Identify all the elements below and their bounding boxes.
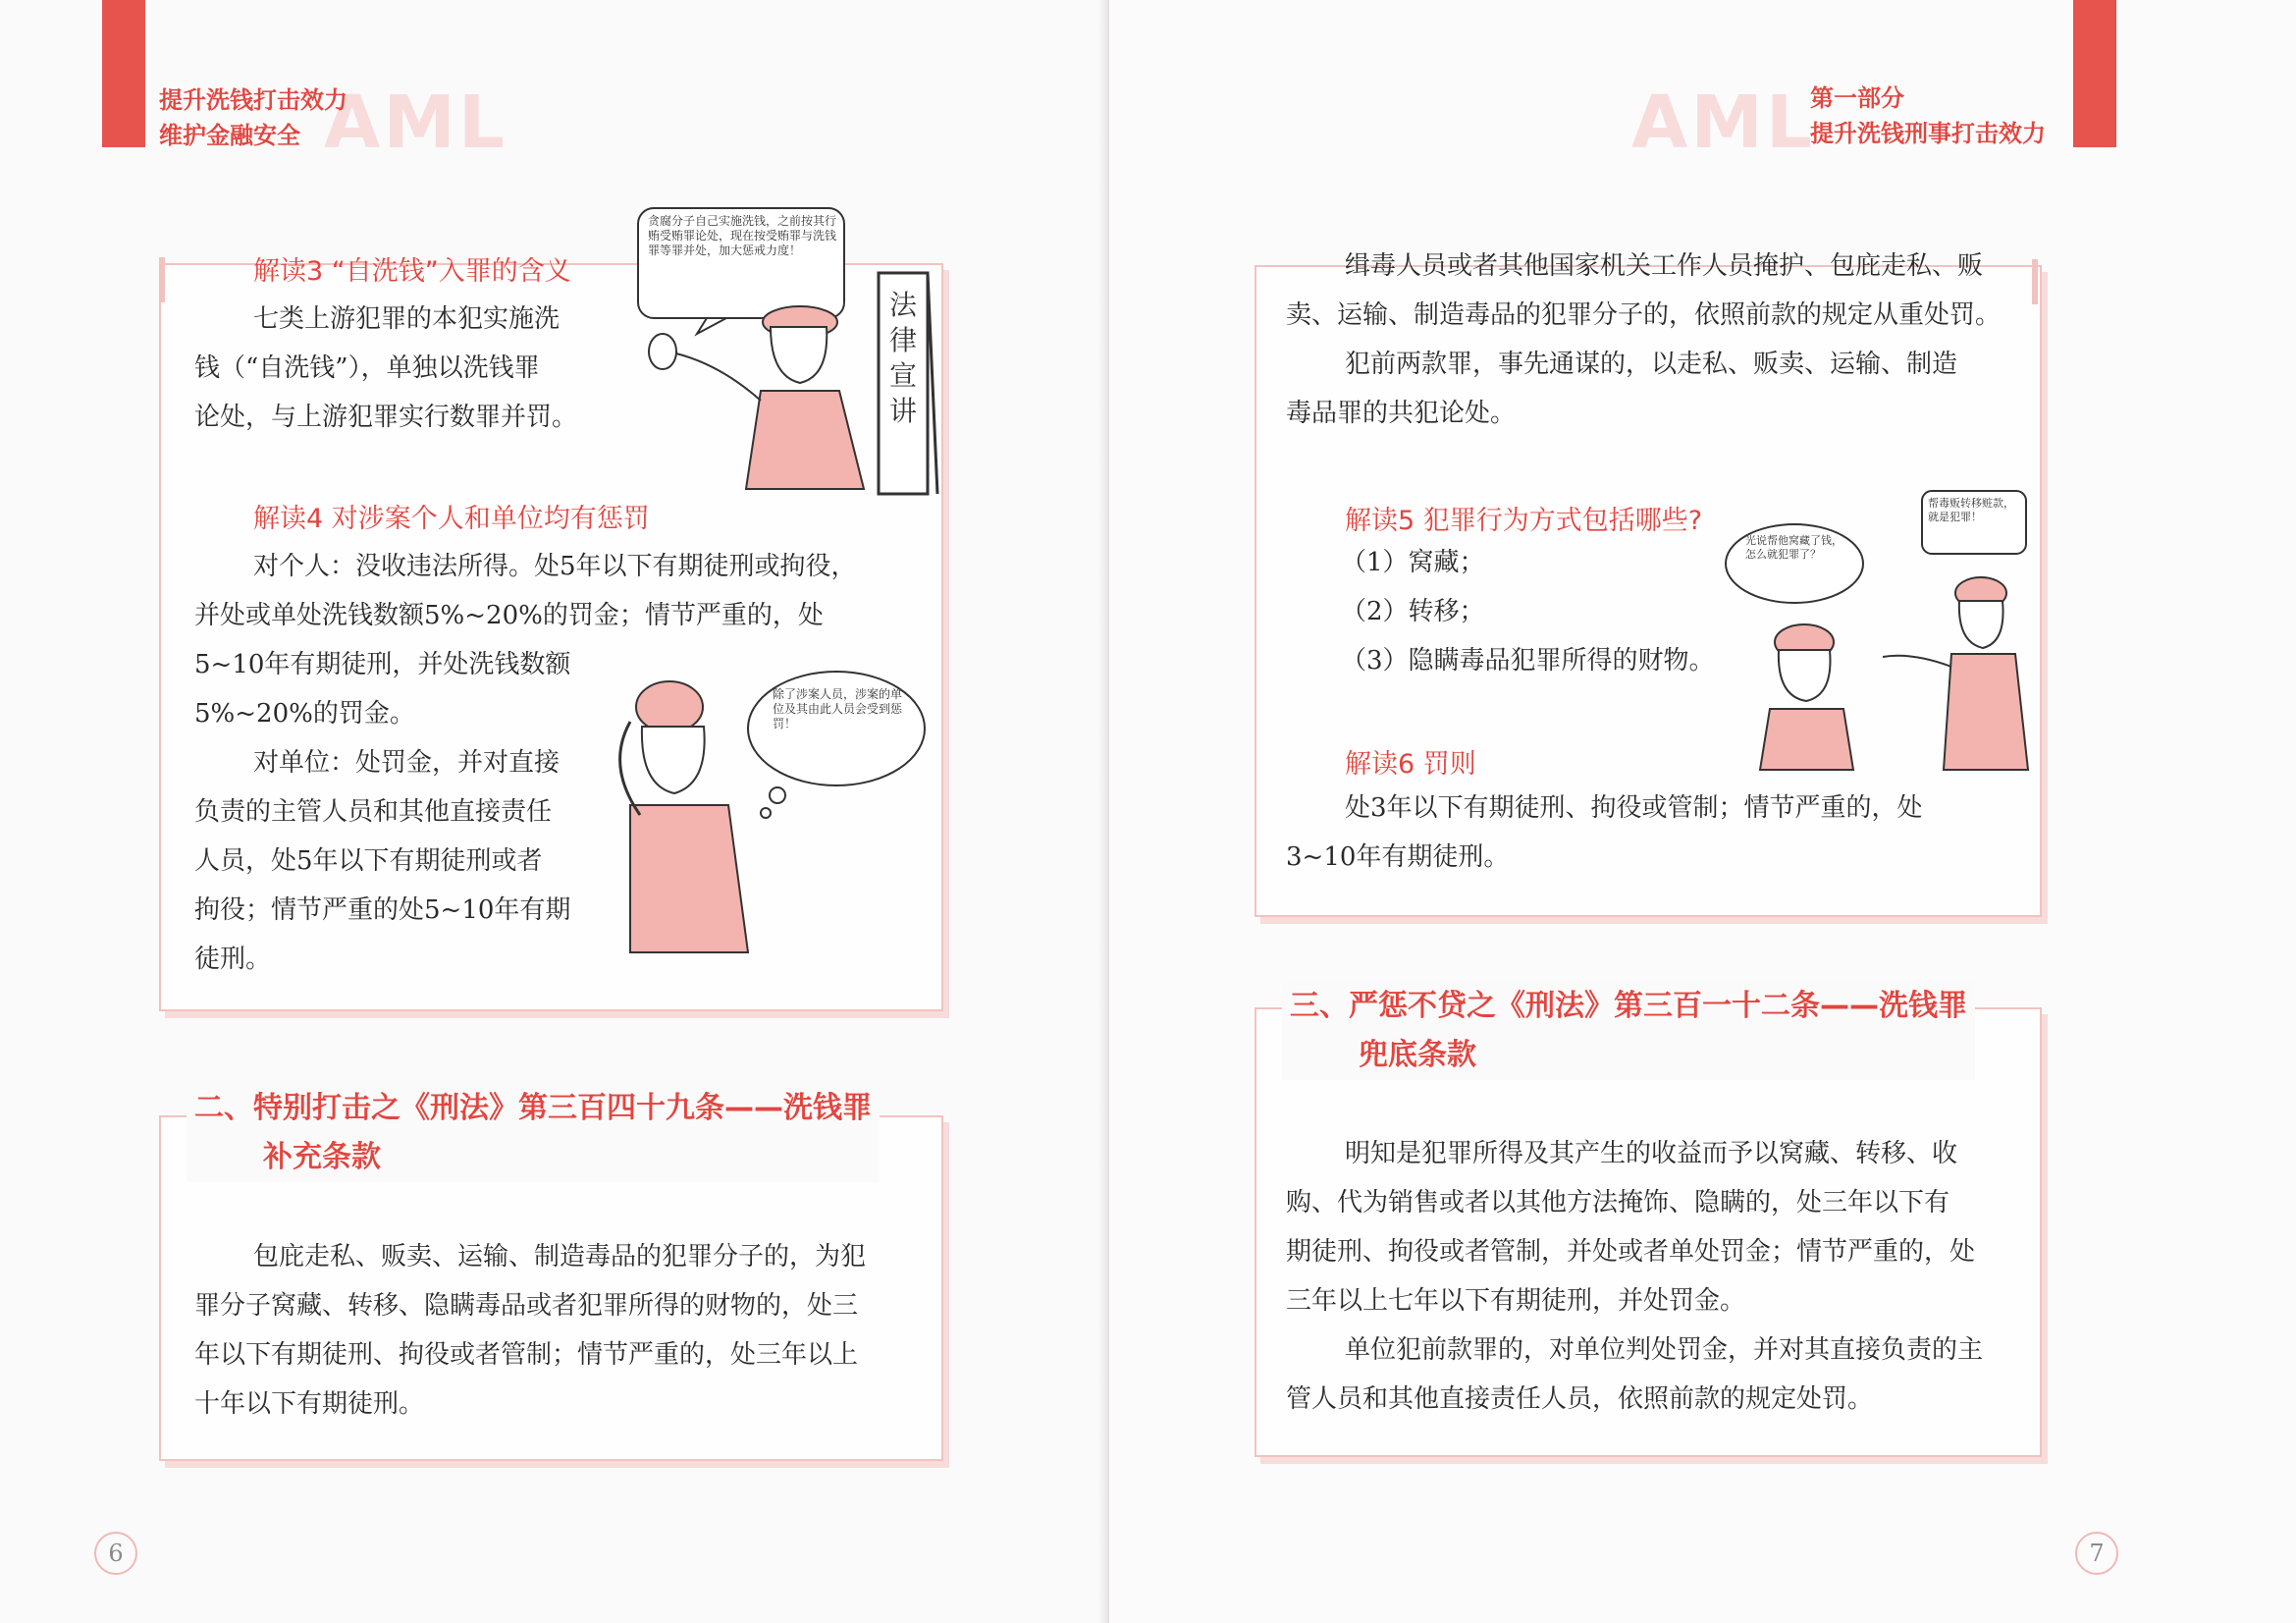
section3-line: 单位犯前款罪的，对单位判处罚金，并对其直接负责的主	[1345, 1335, 1984, 1365]
reading3-bubble-text: 贪腐分子自己实施洗钱，之前按其行贿受贿罪论处，现在按受贿罪与洗钱罪等罪并处，加大惩戒力度！	[648, 214, 836, 257]
reading5-item: （1）窝藏；	[1341, 548, 1485, 577]
section2-body	[194, 1232, 866, 1429]
officer-sign-illustration	[628, 204, 942, 499]
right-header	[1810, 81, 2046, 151]
section2-line: 包庇走私、贩卖、运输、制造毒品的犯罪分子的，为犯	[253, 1242, 867, 1271]
sign-char-3: 宣	[888, 359, 918, 392]
section2-line: 年以下有期徒刑、拘役或者管制；情节严重的，处三年以上	[194, 1340, 859, 1370]
section3-line: 管人员和其他直接责任人员，依照前款的规定处罚。	[1286, 1384, 1874, 1414]
section3-line: 期徒刑、拘役或者管制，并处或者单处罚金；情节严重的，处	[1286, 1237, 1976, 1267]
reading4-unit-line: 负责的主管人员和其他直接责任	[194, 797, 553, 827]
reading4-title: 解读4 对涉案个人和单位均有惩罚	[253, 504, 650, 534]
left-header-line2: 维护金融安全	[159, 122, 300, 149]
reading3-body	[194, 295, 577, 442]
left-watermark: AML	[324, 81, 508, 165]
right-header-line2: 提升洗钱刑事打击效力	[1810, 120, 2046, 147]
reading5-bubble-left: 光说帮他窝藏了钱，怎么就犯罪了？	[1745, 534, 1842, 561]
section2-title-line1: 二、特别打击之《刑法》第三百四十九条——洗钱罪	[194, 1091, 872, 1125]
left-header	[159, 82, 347, 153]
page-number-left: 6	[94, 1532, 137, 1575]
left-header-line1: 提升洗钱打击效力	[159, 86, 347, 114]
section3-body	[1286, 1129, 1983, 1424]
reading5-title: 解读5 犯罪行为方式包括哪些?	[1345, 506, 1703, 536]
section2-line: 罪分子窝藏、转移、隐瞒毒品或者犯罪所得的财物的，处三	[194, 1291, 859, 1321]
section3-title	[1282, 982, 1975, 1080]
right-watermark: AML	[1631, 81, 1816, 165]
section3-title-line2: 兜底条款	[1359, 1038, 1476, 1072]
continued-body	[1286, 242, 2001, 438]
reading5-item: （2）转移；	[1341, 597, 1485, 626]
reading4-line: 5%~20%的罚金。	[194, 699, 415, 729]
left-red-tab	[102, 0, 145, 147]
reading3-line: 论处，与上游犯罪实行数罪并罚。	[194, 403, 578, 432]
continued-line: 犯前两款罪，事先通谋的，以走私、贩卖、运输、制造	[1345, 350, 1958, 379]
reading3-line: 七类上游犯罪的本犯实施洗	[253, 304, 561, 334]
sign-char-2: 律	[888, 324, 918, 356]
sign-char-4: 讲	[888, 395, 918, 427]
right-red-tab	[2073, 0, 2116, 147]
reading4-line: 对个人：没收违法所得。处5年以下有期徒刑或拘役，	[253, 552, 857, 581]
continued-line: 缉毒人员或者其他国家机关工作人员掩护、包庇走私、贩	[1345, 251, 1984, 281]
reading6-body	[1286, 784, 1923, 882]
section3-line: 三年以上七年以下有期徒刑，并处罚金。	[1286, 1286, 1746, 1316]
reading6-title: 解读6 罚则	[1345, 749, 1476, 780]
continued-line: 卖、运输、制造毒品的犯罪分子的，依照前款的规定从重处罚。	[1286, 300, 2002, 330]
reading6-line: 处3年以下有期徒刑、拘役或管制；情节严重的，处	[1345, 793, 1923, 823]
right-page	[1109, 0, 2296, 1623]
reading3-title: 解读3 “自洗钱”入罪的含义	[253, 256, 571, 287]
saluting-officer-illustration	[601, 668, 930, 962]
sign-char-1: 法	[888, 289, 918, 321]
page-number-right: 7	[2075, 1532, 2118, 1575]
box-corner-bar-right	[2032, 259, 2038, 304]
reading3-line: 钱（“自洗钱”），单独以洗钱罪	[194, 353, 540, 383]
reading5-item: （3）隐瞒毒品犯罪所得的财物。	[1341, 646, 1715, 676]
reading5-list	[1341, 538, 1715, 685]
section2-line: 十年以下有期徒刑。	[194, 1389, 425, 1419]
section2-title-line2: 补充条款	[263, 1140, 381, 1174]
section2-title	[187, 1084, 880, 1182]
section3-title-line1: 三、严惩不贷之《刑法》第三百一十二条——洗钱罪	[1290, 989, 1967, 1023]
reading4-unit-line: 徒刑。	[194, 945, 272, 974]
reading4-bubble-text: 除了涉案人员，涉案的单位及其由此人员会受到惩罚！	[773, 687, 902, 730]
reading5-bubble-right: 帮毒贩转移赃款，就是犯罪！	[1928, 497, 2014, 523]
reading4-unit-line: 对单位：处罚金，并对直接	[253, 748, 561, 778]
section3-line: 明知是犯罪所得及其产生的收益而予以窝藏、转移、收	[1345, 1139, 1958, 1168]
reading6-line: 3~10年有期徒刑。	[1286, 842, 1510, 872]
section3-line: 购、代为销售或者以其他方法掩饰、隐瞒的，处三年以下有	[1286, 1188, 1950, 1217]
box-corner-bar	[159, 257, 165, 302]
two-officers-illustration	[1716, 485, 2040, 780]
reading4-line: 并处或单处洗钱数额5%~20%的罚金；情节严重的，处	[194, 601, 824, 630]
right-header-line1: 第一部分	[1810, 84, 1904, 112]
reading4-unit-line: 人员，处5年以下有期徒刑或者	[194, 846, 543, 876]
reading4-line: 5~10年有期徒刑，并处洗钱数额	[194, 650, 571, 679]
reading4-unit	[194, 738, 570, 984]
left-page	[0, 0, 1109, 1623]
continued-line: 毒品罪的共犯论处。	[1286, 399, 1517, 428]
reading4-unit-line: 拘役；情节严重的处5~10年有期	[194, 895, 571, 925]
